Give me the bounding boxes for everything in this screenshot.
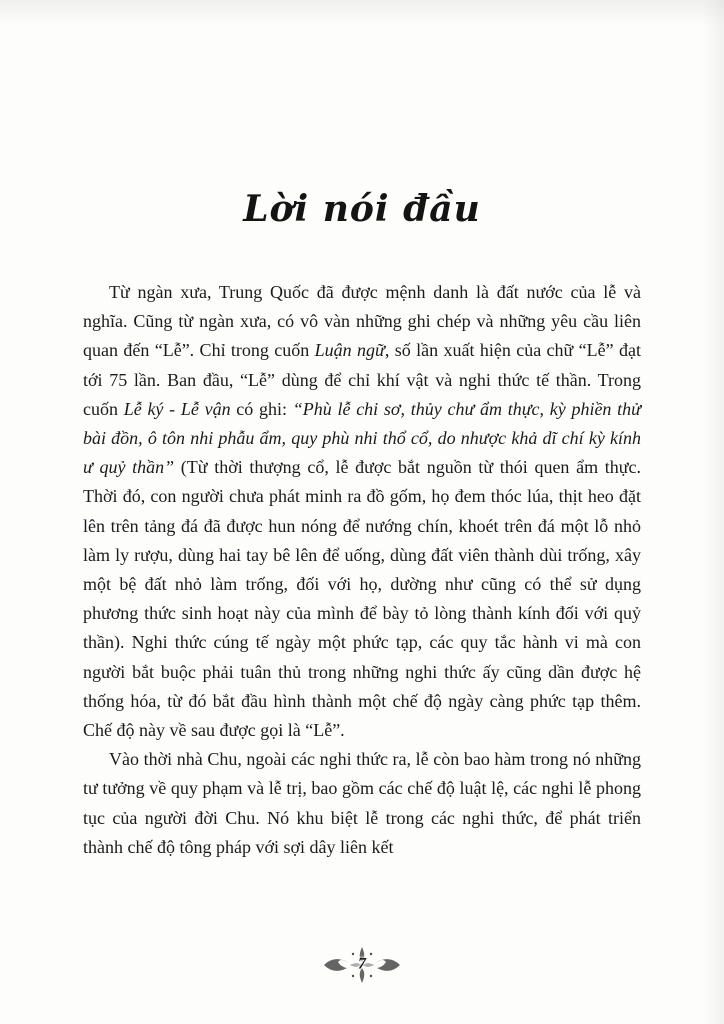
page-title: Lời nói đầu: [243, 188, 481, 230]
text-segment: Lễ ký - Lễ vận: [123, 398, 231, 419]
text-segment: , số lần xuất hiện của chữ “Lễ” đạt tới 75 lần. Ban đầu, “Lễ” dùng để chỉ khí vật và nghi thức tế thần. Trong cuốn: [83, 340, 642, 419]
paragraph: [83, 278, 641, 745]
text-segment: “Phù lễ chi sơ, thủy chư ẩm thực, kỳ phiền thử bài đồn, ô tôn nhi phẫu ẩm, quy phù nhi thổ cổ, do nhược khả dĩ chí kỳ kính ư quỷ thần”: [83, 398, 641, 478]
page-number-ornament: [320, 944, 404, 986]
page-footer: [0, 944, 724, 986]
text-segment: Luận ngữ: [314, 340, 385, 361]
text-segment: có ghi:: [230, 398, 293, 419]
text-segment: Vào thời nhà Chu, ngoài các nghi thức ra, lễ còn bao hàm trong nó những tư tưởng về quy phạm và lễ trị, bao gồm các chế độ luật lệ, các nghi lễ phong tục của người đời Chu. Nó khu biệt lễ trong các nghi thức, để phát triển thành chế độ tông pháp với sợi dây liên kết: [83, 749, 641, 857]
body-paragraphs: [83, 278, 641, 862]
text-segment: Từ ngàn xưa, Trung Quốc đã được mệnh danh là đất nước của lễ và nghĩa. Cũng từ ngàn xưa, có vô vàn những ghi chép và những yêu cầu liên quan đến “Lễ”. Chỉ trong cuốn: [83, 282, 641, 361]
page-content: [83, 0, 641, 862]
paragraph: [83, 745, 641, 862]
text-segment: (Từ thời thượng cổ, lễ được bắt nguồn từ thói quen ẩm thực. Thời đó, con người chưa phát minh ra đồ gốm, họ đem thóc lúa, thịt heo đặt lên trên tảng đá đã được hun nóng để nướng chín, khoét trên đá một lỗ nhỏ làm ly rượu, dùng hai tay bê lên để uống, dùng đất viên thành dùi trống, xây một bệ đất nhỏ làm trống, đối với họ, dường như cũng có thể sử dụng phương thức sinh hoạt này của mình để bày tỏ lòng thành kính đối với quỷ thần). Nghi thức cúng tế ngày một phức tạp, các quy tắc hành vi mà con người bắt buộc phải tuân thủ trong những nghi thức ấy cũng dần được hệ thống hóa, từ đó bắt đầu hình thành một chế độ ngày càng phức tạp thêm. Chế độ này về sau được gọi là “Lễ”.: [83, 457, 641, 741]
page-number: 7: [358, 955, 366, 973]
